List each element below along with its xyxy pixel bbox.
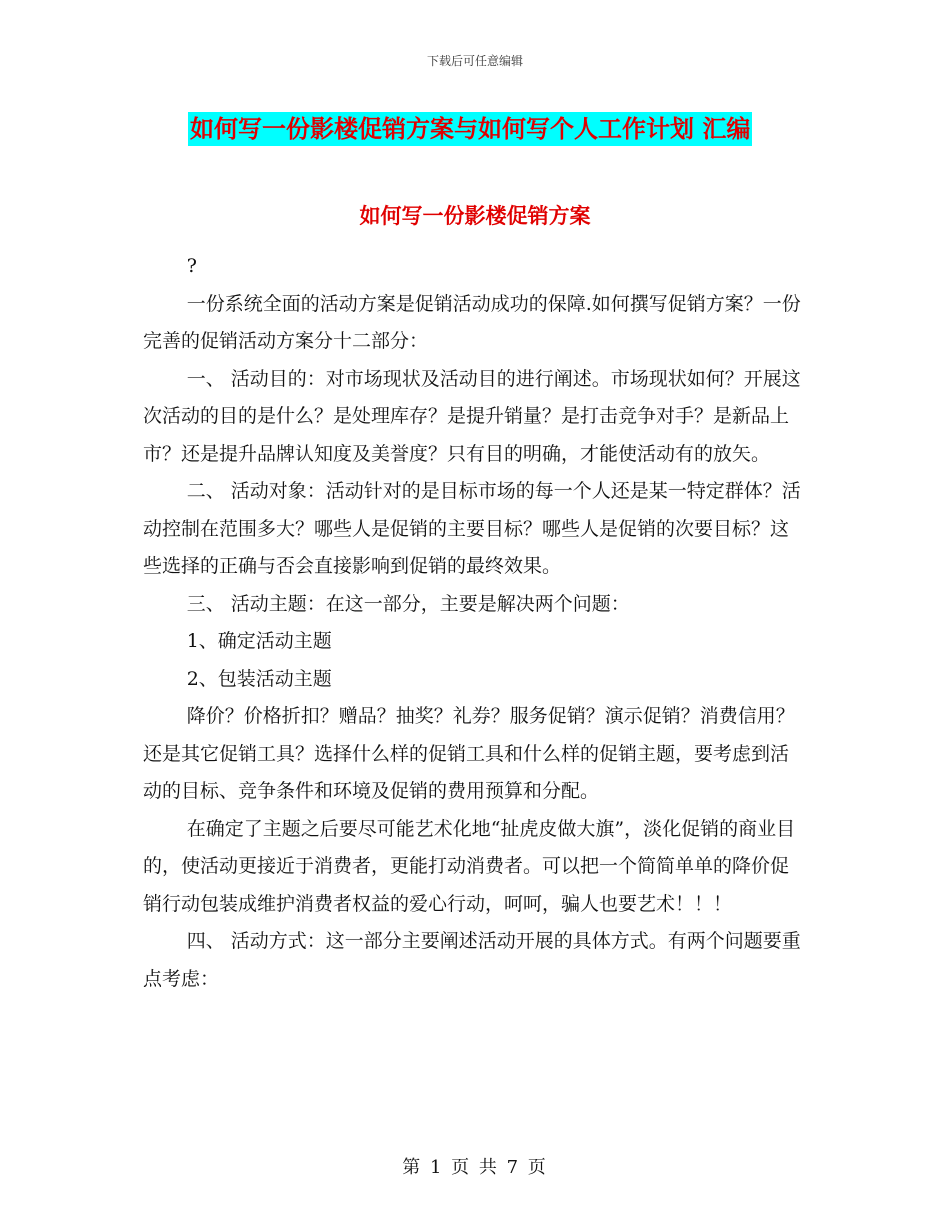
section-title: 如何写一份影楼促销方案 bbox=[359, 204, 591, 228]
paragraph: 2、包装活动主题 bbox=[186, 667, 332, 690]
paragraph: 1、确定活动主题 bbox=[186, 630, 332, 652]
paragraph: 降价？价格折扣？赠品？抽奖？礼券？服务促销？演示促销？消费信用？还是其它促销工具？选择什么样的促销工具和什么样的促销主题，要考虑到活动的目标、竞争条件和环境及促销的费用预算和分配。 bbox=[143, 705, 795, 802]
page-number-footer: 第 1 页 共 7 页 bbox=[402, 1157, 548, 1178]
paragraph: 一份系统全面的活动方案是促销活动成功的保障.如何撰写促销方案？一份完善的促销活动方案分十二部分： bbox=[143, 292, 801, 352]
body-text bbox=[143, 248, 807, 998]
paragraph: 二、 活动对象：活动针对的是目标市场的每一个人还是某一特定群体？活动控制在范围多大？哪些人是促销的主要目标？哪些人是促销的次要目标？这些选择的正确与否会直接影响到促销的最终效果。 bbox=[143, 480, 801, 577]
document-title: 如何写一份影楼促销方案与如何写个人工作计划 汇编 bbox=[188, 112, 752, 146]
paragraph: 一、 活动目的：对市场现状及活动目的进行阐述。市场现状如何？开展这次活动的目的是什么？是处理库存？是提升销量？是打击竞争对手？是新品上市？还是提升品牌认知度及美誉度？只有目的明确，才能使活动有的放矢。 bbox=[143, 367, 801, 465]
paragraph: 三、 活动主题：在这一部分，主要是解决两个问题： bbox=[186, 592, 630, 615]
paragraph: 四、 活动方式：这一部分主要阐述活动开展的具体方式。有两个问题要重点考虑： bbox=[143, 930, 801, 990]
paragraph: ? bbox=[186, 255, 197, 277]
paragraph: 在确定了主题之后要尽可能艺术化地“扯虎皮做大旗”，淡化促销的商业目的，使活动更接近于消费者，更能打动消费者。可以把一个简简单单的降价促销行动包装成维护消费者权益的爱心行动，呵呵，骗人也要艺术！！！ bbox=[143, 817, 796, 915]
header-note: 下载后可任意编辑 bbox=[426, 54, 523, 68]
